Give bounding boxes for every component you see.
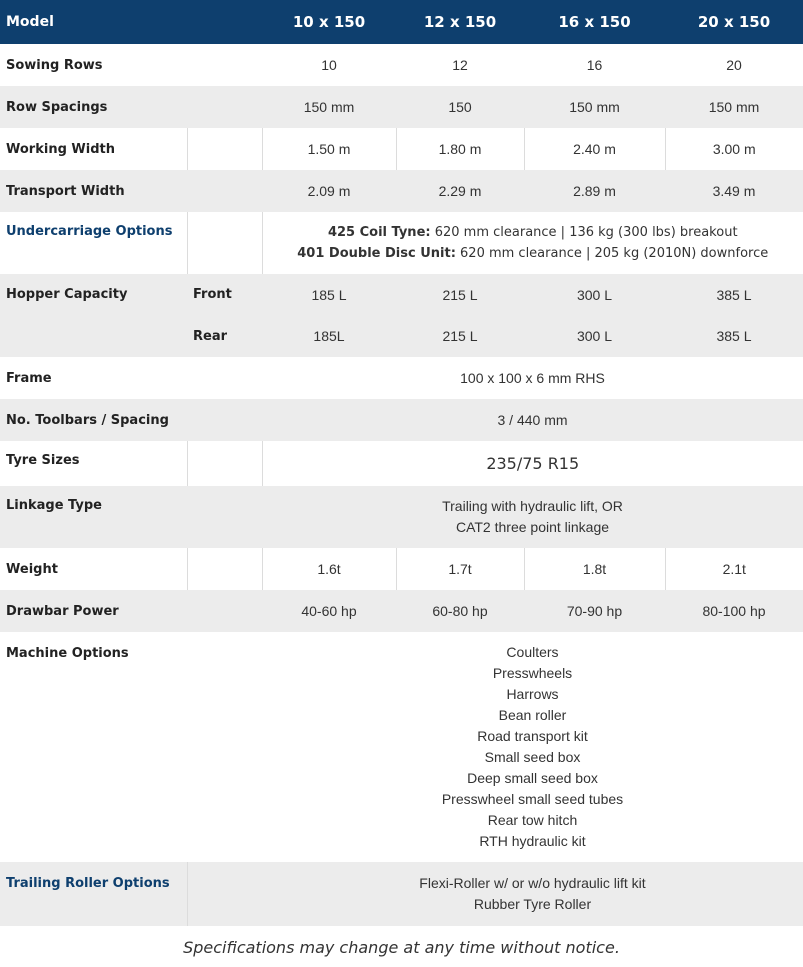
- cell: 10: [262, 44, 396, 86]
- cell: 12: [396, 44, 524, 86]
- row-toolbars: [0, 399, 803, 441]
- footer-note: Specifications may change at any time without notice.: [183, 938, 620, 957]
- header-col-1: 10 x 150: [292, 13, 366, 31]
- list-item: Presswheels: [492, 665, 573, 681]
- trailing-line-2: Rubber Tyre Roller: [473, 896, 592, 912]
- list-item: Harrows: [506, 686, 559, 702]
- list-item: RTH hydraulic kit: [479, 833, 586, 849]
- cell: 100 x 100 x 6 mm RHS: [262, 357, 803, 399]
- row-drawbar: [0, 590, 803, 632]
- header-col-4: 20 x 150: [697, 13, 771, 31]
- row-label: Sowing Rows: [0, 44, 262, 86]
- header-col-2: 12 x 150: [423, 13, 497, 31]
- cell: 16: [524, 44, 665, 86]
- cell: 150: [396, 86, 524, 128]
- row-machine-options: [0, 632, 803, 862]
- row-undercarriage: [0, 212, 803, 274]
- cell: 385 L: [665, 315, 803, 357]
- cell: 70-90 hp: [524, 590, 665, 632]
- row-linkage: [0, 486, 803, 548]
- empty-cell: [187, 212, 262, 274]
- row-label: No. Toolbars / Spacing: [0, 399, 262, 441]
- cell: 1.7t: [396, 548, 524, 590]
- cell: 235/75 R15: [262, 441, 803, 486]
- empty-cell: [187, 128, 262, 170]
- header-model: Model: [6, 14, 54, 30]
- cell: 215 L: [396, 274, 524, 315]
- row-trailing-roller: [0, 862, 803, 926]
- cell: 300 L: [524, 315, 665, 357]
- row-row-spacings: [0, 86, 803, 128]
- cell: 150 mm: [665, 86, 803, 128]
- cell: 215 L: [396, 315, 524, 357]
- list-item: Road transport kit: [477, 728, 588, 744]
- row-label: Transport Width: [0, 170, 262, 212]
- list-item: Bean roller: [498, 707, 567, 723]
- cell: 1.50 m: [262, 128, 396, 170]
- cell: 3.49 m: [665, 170, 803, 212]
- row-sowing-rows: [0, 44, 803, 86]
- cell: 300 L: [524, 274, 665, 315]
- row-label: Weight: [0, 548, 187, 590]
- cell: 2.09 m: [262, 170, 396, 212]
- row-working-width: [0, 128, 803, 170]
- list-item: Rear tow hitch: [487, 812, 578, 828]
- linkage-cell: [262, 486, 803, 548]
- undercarriage-options: 425 Coil Tyne: 620 mm clearance | 136 kg (300 lbs) breakout 401 Double Disc Unit: 620 mm clearance | 205 kg (2010N) downforce: [262, 212, 803, 274]
- cell: 3.00 m: [665, 128, 803, 170]
- cell: 150 mm: [524, 86, 665, 128]
- cell: 2.1t: [665, 548, 803, 590]
- cell: 80-100 hp: [665, 590, 803, 632]
- cell: 3 / 440 mm: [262, 399, 803, 441]
- row-label: Hopper Capacity: [0, 274, 187, 357]
- row-label: Machine Options: [0, 632, 262, 862]
- hopper-rear-label: Rear: [187, 315, 262, 357]
- row-tyre-sizes: [0, 441, 803, 486]
- row-transport-width: [0, 170, 803, 212]
- cell: 385 L: [665, 274, 803, 315]
- empty-cell: [187, 441, 262, 486]
- trailing-roller-cell: [262, 862, 803, 926]
- cell: 1.6t: [262, 548, 396, 590]
- linkage-line-2: CAT2 three point linkage: [455, 519, 610, 535]
- list-item: Deep small seed box: [467, 770, 598, 786]
- row-hopper-front: [0, 274, 803, 315]
- cell: 150 mm: [262, 86, 396, 128]
- cell: 20: [665, 44, 803, 86]
- cell: 1.80 m: [396, 128, 524, 170]
- list-item: Coulters: [506, 644, 559, 660]
- row-frame: [0, 357, 803, 399]
- row-label: Tyre Sizes: [0, 441, 187, 486]
- empty-cell: [187, 862, 262, 926]
- row-label: Linkage Type: [0, 486, 262, 548]
- linkage-line-1: Trailing with hydraulic lift, OR: [442, 498, 623, 514]
- row-label: Trailing Roller Options: [0, 862, 187, 926]
- row-label: Frame: [0, 357, 262, 399]
- cell: 2.29 m: [396, 170, 524, 212]
- row-label: Undercarriage Options: [0, 212, 187, 274]
- machine-options-list: [262, 632, 803, 862]
- cell: 185 L: [262, 274, 396, 315]
- empty-cell: [187, 548, 262, 590]
- cell: 2.89 m: [524, 170, 665, 212]
- row-label: Working Width: [0, 128, 187, 170]
- row-weight: [0, 548, 803, 590]
- cell: 1.8t: [524, 548, 665, 590]
- cell: 60-80 hp: [396, 590, 524, 632]
- header-col-3: 16 x 150: [558, 13, 631, 31]
- row-label: Drawbar Power: [0, 590, 262, 632]
- list-item: Small seed box: [484, 749, 581, 765]
- cell: 40-60 hp: [262, 590, 396, 632]
- list-item: Presswheel small seed tubes: [441, 791, 624, 807]
- hopper-front-label: Front: [187, 274, 262, 315]
- table-header: [0, 0, 803, 44]
- cell: 2.40 m: [524, 128, 665, 170]
- trailing-line-1: Flexi-Roller w/ or w/o hydraulic lift kit: [419, 875, 646, 891]
- cell: 185L: [262, 315, 396, 357]
- row-label: Row Spacings: [0, 86, 262, 128]
